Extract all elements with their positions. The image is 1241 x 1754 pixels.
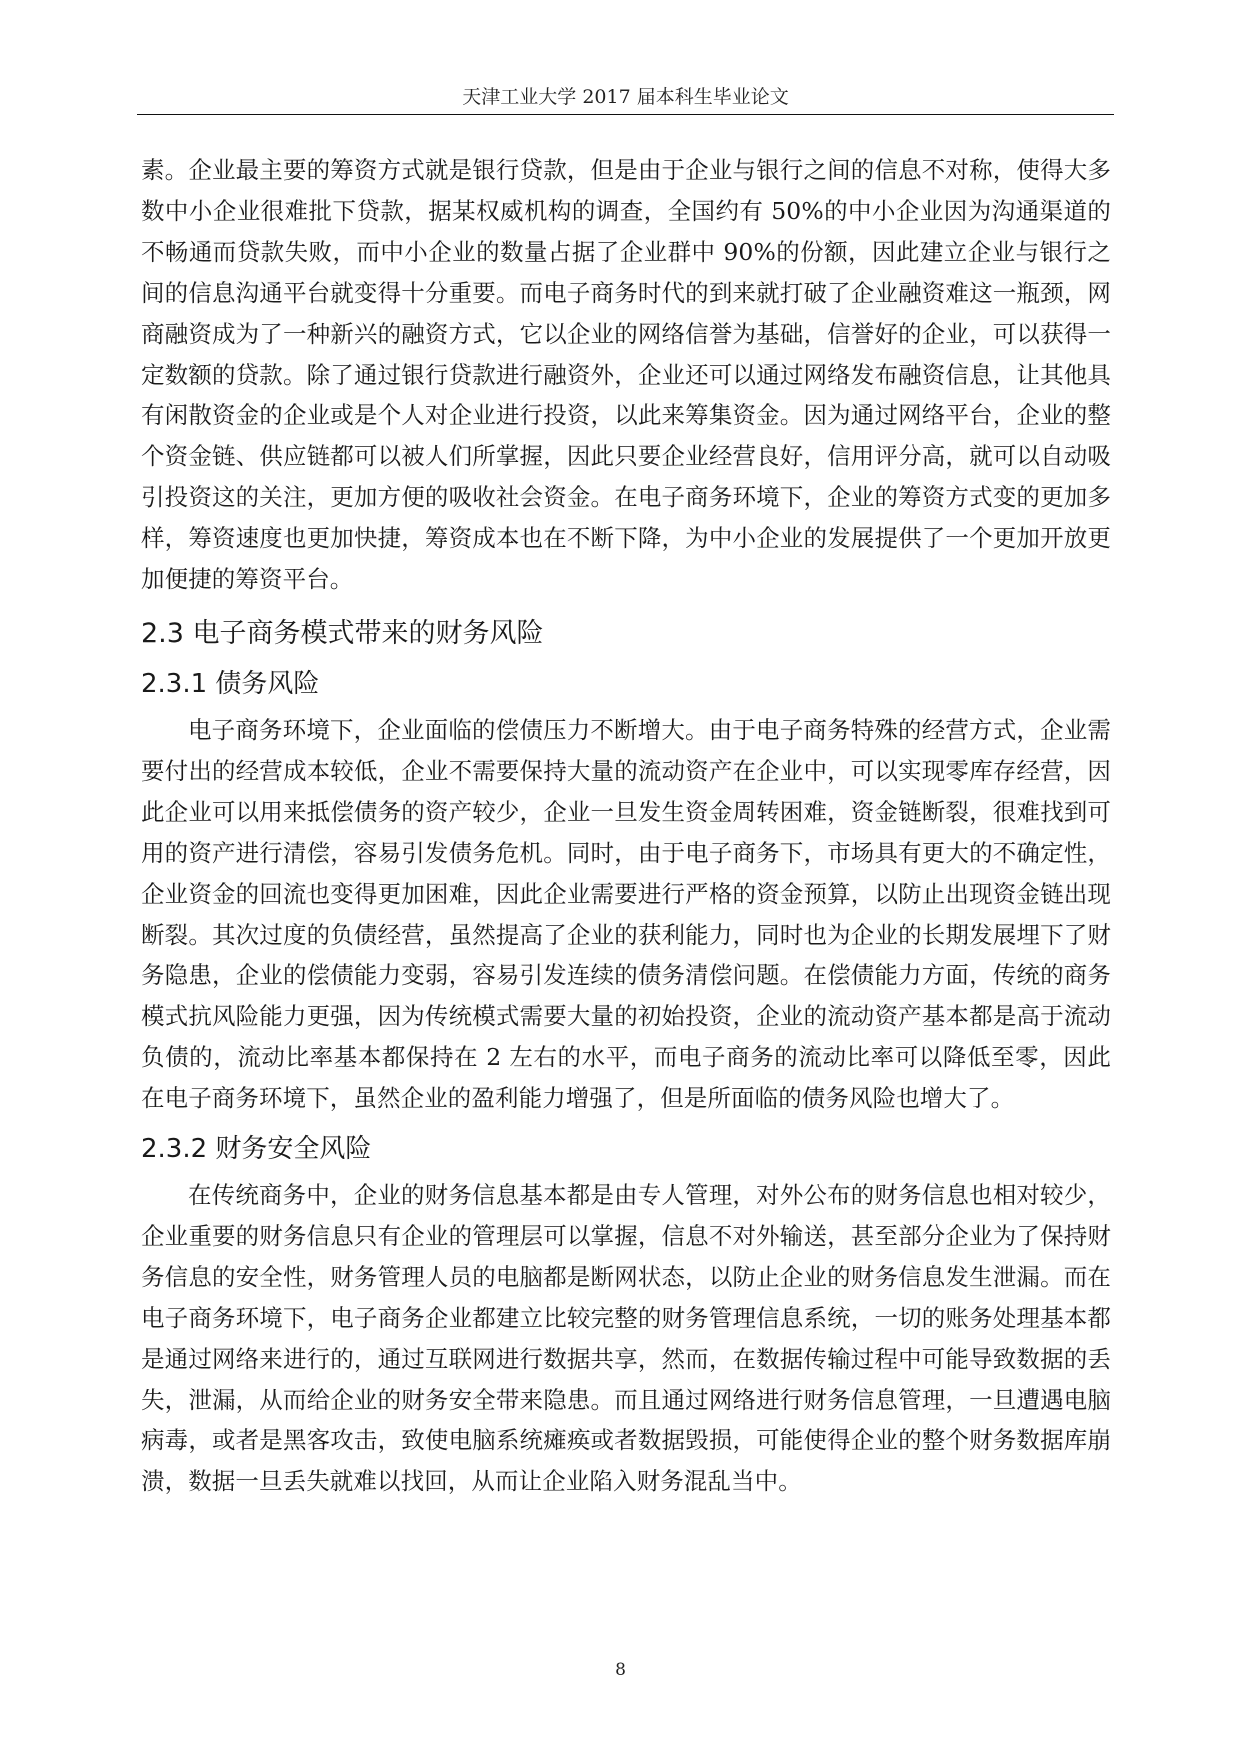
page-body (141, 150, 1111, 1502)
page-header-title: 天津工业大学 2017 届本科生毕业论文 (462, 86, 789, 108)
paragraph-continued: 素。企业最主要的筹资方式就是银行贷款，但是由于企业与银行之间的信息不对称，使得大多数中小企业很难批下贷款，据某权威机构的调查，全国约有 50%的中小企业因为沟通渠道的不畅通而贷款失败，而中小企业的数量占据了企业群中 90%的份额，因此建立企业与银行之间的信息沟通平台就变得十分重要。而电子商务时代的到来就打破了企业融资难这一瓶颈，网商融资成为了一种新兴的融资方式，它以企业的网络信誉为基础，信誉好的企业，可以获得一定数额的贷款。除了通过银行贷款进行融资外，企业还可以通过网络发布融资信息，让其他具有闲散资金的企业或是个人对企业进行投资，以此来筹集资金。因为通过网络平台，企业的整个资金链、供应链都可以被人们所掌握，因此只要企业经营良好，信用评分高，就可以自动吸引投资这的关注，更加方便的吸收社会资金。在电子商务环境下，企业的筹资方式变的更加多样，筹资速度也更加快捷，筹资成本也在不断下降，为中小企业的发展提供了一个更加开放更加便捷的筹资平台。 (141, 156, 1111, 594)
paragraph-debt-risk: 电子商务环境下，企业面临的偿债压力不断增大。由于电子商务特殊的经营方式，企业需要付出的经营成本较低，企业不需要保持大量的流动资产在企业中，可以实现零库存经营，因此企业可以用来抵偿债务的资产较少，企业一旦发生资金周转困难，资金链断裂，很难找到可用的资产进行清偿，容易引发债务危机。同时，由于电子商务下，市场具有更大的不确定性，企业资金的回流也变得更加困难，因此企业需要进行严格的资金预算，以防止出现资金链出现断裂。其次过度的负债经营，虽然提高了企业的获利能力，同时也为企业的长期发展埋下了财务隐患，企业的偿债能力变弱，容易引发连续的债务清偿问题。在偿债能力方面，传统的商务模式抗风险能力更强，因为传统模式需要大量的初始投资，企业的流动资产基本都是高于流动负债的，流动比率基本都保持在 2 左右的水平，而电子商务的流动比率可以降低至零，因此在电子商务环境下，虽然企业的盈利能力增强了，但是所面临的债务风险也增大了。 (141, 715, 1111, 1113)
header-divider (137, 114, 1114, 115)
subsection-heading-financial-security-risk: 2.3.2 财务安全风险 (141, 1134, 372, 1165)
section-heading: 2.3 电子商务模式带来的财务风险 (141, 617, 544, 649)
subsection-heading-debt-risk: 2.3.1 债务风险 (141, 668, 320, 699)
page-number: 8 (615, 1660, 626, 1680)
paragraph-financial-security-risk: 在传统商务中，企业的财务信息基本都是由专人管理，对外公布的财务信息也相对较少，企业重要的财务信息只有企业的管理层可以掌握，信息不对外输送，甚至部分企业为了保持财务信息的安全性，财务管理人员的电脑都是断网状态，以防止企业的财务信息发生泄漏。而在电子商务环境下，电子商务企业都建立比较完整的财务管理信息系统，一切的账务处理基本都是通过网络来进行的，通过互联网进行数据共享，然而，在数据传输过程中可能导致数据的丢失，泄漏，从而给企业的财务安全带来隐患。而且通过网络进行财务信息管理，一旦遭遇电脑病毒，或者是黑客攻击，致使电脑系统瘫痪或者数据毁损，可能使得企业的整个财务数据库崩溃，数据一旦丢失就难以找回，从而让企业陷入财务混乱当中。 (141, 1181, 1111, 1496)
